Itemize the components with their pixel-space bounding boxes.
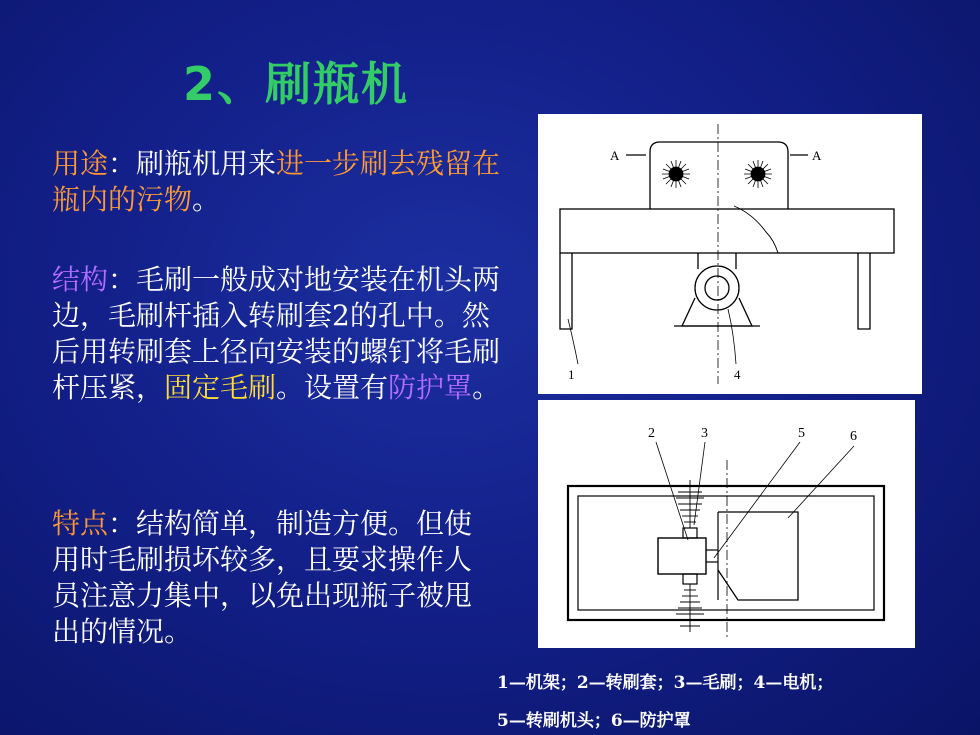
usage-label: 用途 <box>52 147 109 180</box>
section-marker-left: A <box>610 148 620 163</box>
structure-highlight-guard: 防护罩 <box>388 371 473 404</box>
features-label: 特点 <box>52 507 109 540</box>
features-paragraph <box>52 506 492 650</box>
label-guard: 6 <box>850 429 857 444</box>
page-title: 2、刷瓶机 <box>183 57 410 111</box>
label-brush: 3 <box>701 426 708 441</box>
label-head: 5 <box>798 426 805 441</box>
figure-section-view <box>538 400 915 648</box>
figure-front-view <box>538 114 922 394</box>
structure-text-2: 。设置有 <box>276 371 389 404</box>
section-marker-right: A <box>812 148 822 163</box>
caption-line-1: 1—机架；2—转刷套；3—毛刷；4—电机； <box>497 673 834 693</box>
usage-highlight: 进一步刷去残留在瓶内的污物 <box>52 147 501 216</box>
usage-end: 。 <box>192 183 221 216</box>
features-text: 结构简单，制造方便。但使用时毛刷损坏较多，且要求操作人员注意力集中，以免出现瓶子被甩出的情况。 <box>52 507 473 648</box>
usage-text: 刷瓶机用来 <box>136 147 277 180</box>
label-sleeve: 2 <box>648 426 655 441</box>
structure-sep: ： <box>108 263 137 296</box>
features-sep: ： <box>108 507 137 540</box>
structure-paragraph <box>52 262 502 406</box>
structure-highlight-fix: 固定毛刷 <box>164 371 277 404</box>
section-view-drawing <box>538 400 915 648</box>
usage-paragraph <box>52 146 512 218</box>
structure-text: 毛刷一般成对地安装在机头两边，毛刷杆插入转刷套2的孔中。然后用转刷套上径向安装的螺钉将毛刷杆压紧， <box>52 263 501 404</box>
structure-end: 。 <box>472 371 501 404</box>
front-view-drawing <box>538 114 922 394</box>
usage-sep: ： <box>108 147 137 180</box>
structure-label: 结构 <box>52 263 109 296</box>
caption-line-2: 5—转刷机头；6—防护罩 <box>497 711 691 731</box>
label-frame: 1 <box>568 367 575 382</box>
label-motor: 4 <box>734 367 741 382</box>
